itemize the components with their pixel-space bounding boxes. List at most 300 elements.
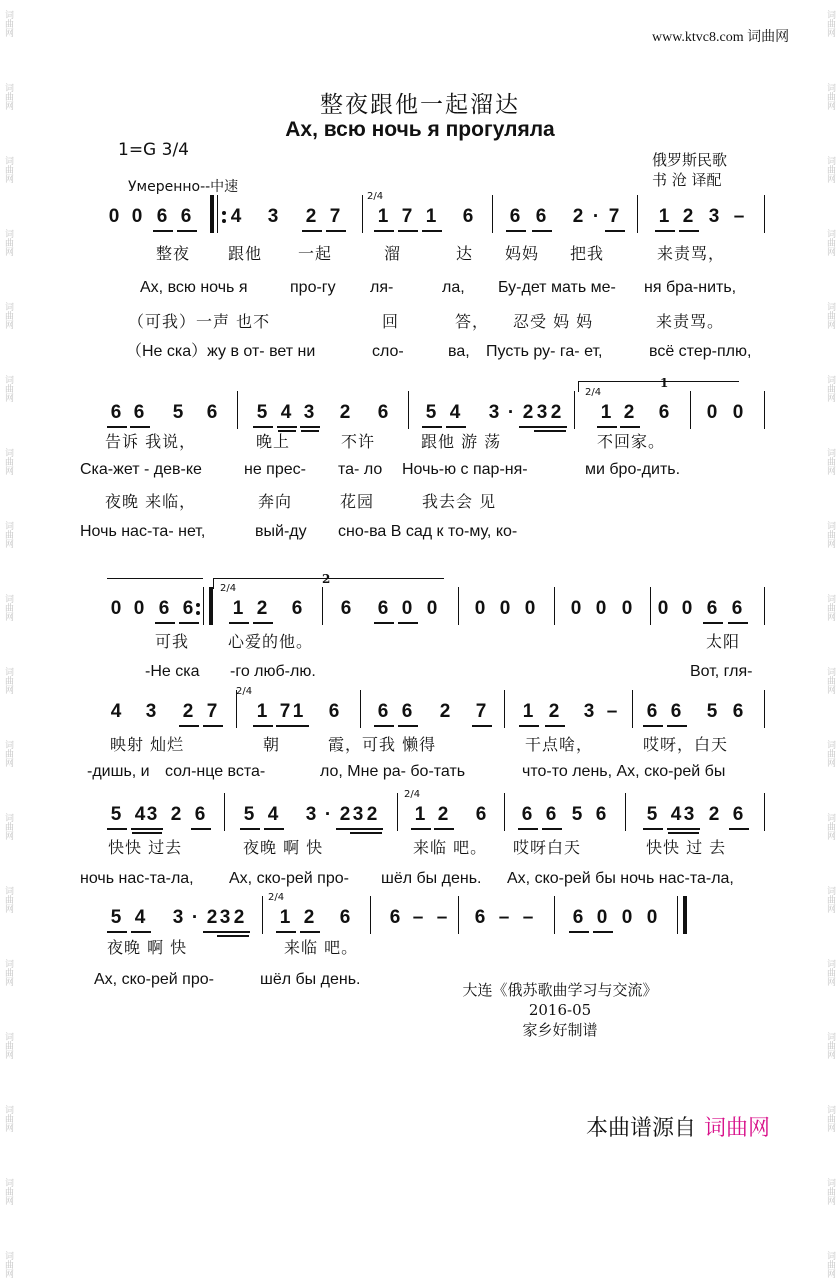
eighth-underline <box>143 828 163 830</box>
note: 6 <box>328 701 340 722</box>
watermark-text: 词曲网 <box>825 594 835 621</box>
barline <box>504 793 505 831</box>
lyric-syllable: Ночь нас-та- нет, <box>80 523 206 540</box>
note: – <box>498 907 510 928</box>
barline <box>504 690 505 728</box>
lyric-syllable: （可我）一声 也不 <box>128 312 271 331</box>
note: · <box>507 402 515 423</box>
note: 6 <box>377 402 389 423</box>
note: 6 <box>545 804 557 825</box>
barline <box>625 793 626 831</box>
watermark-text: 词曲网 <box>825 1178 835 1205</box>
lyric-syllable: 哎呀，白天 <box>643 735 729 754</box>
note: 0 <box>524 598 536 619</box>
note: 5 <box>110 804 122 825</box>
lyric-syllable: Ах, ско-рей про- <box>229 870 349 887</box>
watermark-text: 词曲网 <box>3 156 13 183</box>
credits-line-2: 2016-05 <box>528 1001 592 1019</box>
eighth-underline <box>374 622 394 624</box>
note: 0 <box>621 598 633 619</box>
eighth-underline <box>229 622 249 624</box>
lyric-syllable: 答， <box>455 312 490 331</box>
lyric-syllable: ня бра-нить, <box>644 279 737 296</box>
watermark-text: 词曲网 <box>825 667 835 694</box>
watermark-text: 词曲网 <box>3 1105 13 1132</box>
barline <box>217 195 218 233</box>
note: 6 <box>670 701 682 722</box>
note: 0 <box>657 598 669 619</box>
credits-line-1: 大连《俄苏歌曲学习与交流》 <box>462 981 658 999</box>
note: 4 <box>280 402 292 423</box>
eighth-underline <box>107 931 127 933</box>
eighth-underline <box>374 230 394 232</box>
lyric-syllable: 快快 过去 <box>108 838 183 857</box>
lyric-syllable: 来临 吧。 <box>284 938 359 957</box>
note: 2 <box>182 701 194 722</box>
barline <box>397 793 398 831</box>
lyric-syllable: Ночь-ю с пар-ня- <box>402 461 528 478</box>
lyric-syllable: ля- <box>370 279 394 296</box>
song-title-russian: Ах, всю ночь я прогуляла <box>285 118 555 141</box>
sixteenth-underline <box>364 832 382 834</box>
eighth-underline <box>679 230 699 232</box>
source-brand: 词曲网 <box>704 1116 771 1141</box>
watermark-text: 词曲网 <box>3 1032 13 1059</box>
note: 2 <box>708 804 720 825</box>
note: 6 <box>180 206 192 227</box>
barline <box>764 690 765 728</box>
lyric-syllable: 回 <box>382 312 400 331</box>
lyric-syllable: 忍受 妈 妈 <box>513 312 594 331</box>
barline <box>764 391 765 429</box>
lyric-syllable: про-гу <box>290 279 336 296</box>
time-signature-change: 2/4 <box>367 191 384 202</box>
score-line <box>0 191 840 245</box>
lyric-syllable: 溜 <box>384 244 402 263</box>
barline <box>574 391 575 429</box>
note: 5 <box>706 701 718 722</box>
lyric-syllable: 整夜 <box>156 244 191 263</box>
eighth-underline <box>240 828 260 830</box>
eighth-underline <box>264 828 284 830</box>
lyric-syllable: Вот, гля- <box>690 663 753 680</box>
note: 7 <box>206 701 218 722</box>
note: 6 <box>475 804 487 825</box>
eighth-underline <box>518 828 538 830</box>
barline <box>554 896 555 934</box>
eighth-underline <box>107 828 127 830</box>
eighth-underline <box>643 725 663 727</box>
note: 0 <box>732 402 744 423</box>
eighth-underline <box>569 931 589 933</box>
note: 2 <box>522 402 534 423</box>
score-line <box>0 686 840 740</box>
note: 3 <box>352 804 364 825</box>
eighth-underline <box>422 426 442 428</box>
repeat-dot <box>196 603 200 607</box>
sixteenth-underline <box>231 935 249 937</box>
note: 6 <box>509 206 521 227</box>
note: 5 <box>243 804 255 825</box>
note: 4 <box>230 206 242 227</box>
eighth-underline <box>398 622 418 624</box>
barline <box>262 896 263 934</box>
eighth-underline <box>177 230 197 232</box>
note: 1 <box>414 804 426 825</box>
watermark-text: 词曲网 <box>825 10 835 37</box>
lyric-syllable: Пусть ру- га- ет, <box>486 343 603 360</box>
eighth-underline <box>593 931 613 933</box>
note: · <box>592 206 600 227</box>
note: 6 <box>535 206 547 227</box>
tempo-marking: Умеренно--中速 <box>128 179 239 195</box>
eighth-underline <box>398 725 418 727</box>
lyric-syllable: ло, Мне ра- бо-тать <box>320 763 466 780</box>
barline <box>764 793 765 831</box>
eighth-underline <box>131 931 151 933</box>
note: 0 <box>499 598 511 619</box>
eighth-underline <box>326 230 346 232</box>
eighth-underline <box>398 230 418 232</box>
eighth-underline <box>620 426 640 428</box>
eighth-underline <box>446 426 466 428</box>
watermark-text: 词曲网 <box>3 375 13 402</box>
note: 0 <box>681 598 693 619</box>
note: 6 <box>339 907 351 928</box>
lyric-syllable: 映射 灿烂 <box>110 735 185 754</box>
eighth-underline <box>434 828 454 830</box>
watermark-text: 词曲网 <box>825 375 835 402</box>
eighth-underline <box>253 426 273 428</box>
note: 2 <box>256 598 268 619</box>
note: 7 <box>329 206 341 227</box>
barline <box>683 896 687 934</box>
lyric-syllable: 不许 <box>341 432 376 451</box>
note: 0 <box>110 598 122 619</box>
barline <box>632 690 633 728</box>
watermark-text: 词曲网 <box>825 302 835 329</box>
barline <box>554 587 555 625</box>
eighth-underline <box>277 426 297 428</box>
lyric-syllable: 妈妈 <box>505 244 540 263</box>
eighth-underline <box>276 931 296 933</box>
barline <box>362 195 363 233</box>
note: 6 <box>658 402 670 423</box>
note: 4 <box>267 804 279 825</box>
lyric-syllable: 夜晚 来临， <box>105 492 197 511</box>
note: 3 <box>683 804 695 825</box>
note: 5 <box>646 804 658 825</box>
note: 3 <box>488 402 500 423</box>
watermark-text: 词曲网 <box>825 1251 835 1278</box>
barline <box>764 587 765 625</box>
note: · <box>191 907 199 928</box>
lyric-syllable: 夜晚 啊 快 <box>243 838 324 857</box>
eighth-underline <box>300 426 320 428</box>
note: 5 <box>256 402 268 423</box>
watermark-text: 词曲网 <box>825 813 835 840</box>
source-note <box>586 1111 770 1142</box>
watermark-text: 词曲网 <box>825 740 835 767</box>
note: 1 <box>522 701 534 722</box>
sixteenth-underline <box>548 430 566 432</box>
note: 2 <box>339 402 351 423</box>
watermark-text: 词曲网 <box>825 1105 835 1132</box>
note: 7 <box>608 206 620 227</box>
note: 3 <box>146 804 158 825</box>
watermark-text: 词曲网 <box>3 813 13 840</box>
eighth-underline <box>363 828 383 830</box>
barline <box>224 793 225 831</box>
barline <box>360 690 361 728</box>
source-prefix: 本曲谱源自 <box>586 1116 697 1141</box>
note: 0 <box>426 598 438 619</box>
time-signature-change: 2/4 <box>268 892 285 903</box>
eighth-underline <box>411 828 431 830</box>
note: 1 <box>256 701 268 722</box>
note: 2 <box>623 402 635 423</box>
lyric-syllable: 干点啥， <box>525 735 594 754</box>
eighth-underline <box>230 931 250 933</box>
note: 0 <box>131 206 143 227</box>
eighth-underline <box>130 426 150 428</box>
song-origin <box>652 150 727 190</box>
eighth-underline <box>472 725 492 727</box>
right-watermark-strip <box>824 0 838 1278</box>
note: 3 <box>303 402 315 423</box>
note: 6 <box>474 907 486 928</box>
note: 0 <box>706 402 718 423</box>
note: 3 <box>267 206 279 227</box>
note: 6 <box>572 907 584 928</box>
watermark-text: 词曲网 <box>825 229 835 256</box>
eighth-underline <box>729 828 749 830</box>
note: 6 <box>731 598 743 619</box>
lyric-syllable: 霞，可我 懒得 <box>328 735 437 754</box>
origin-label: 俄罗斯民歌 <box>652 151 728 169</box>
watermark-text: 词曲网 <box>825 156 835 183</box>
lyric-syllable: 来临 吧。 <box>413 838 488 857</box>
note: 3 <box>219 907 231 928</box>
note: 6 <box>521 804 533 825</box>
eighth-underline <box>655 230 675 232</box>
barline <box>650 587 651 625</box>
eighth-underline <box>300 931 320 933</box>
note: 7 <box>475 701 487 722</box>
volta-number-1: 1 <box>660 376 669 390</box>
note: 2 <box>303 907 315 928</box>
lyric-syllable: 跟他 <box>228 244 263 263</box>
barline <box>458 896 459 934</box>
note: 1 <box>279 907 291 928</box>
eighth-underline <box>155 622 175 624</box>
eighth-underline <box>680 828 700 830</box>
lyric-syllable: Ска-жет - дев-ке <box>80 461 202 478</box>
eighth-underline <box>253 725 273 727</box>
watermark-text: 词曲网 <box>3 667 13 694</box>
eighth-underline <box>605 230 625 232</box>
note: 6 <box>206 402 218 423</box>
lyric-syllable: 来责骂。 <box>656 312 725 331</box>
note: 0 <box>401 598 413 619</box>
note: 2 <box>572 206 584 227</box>
barline <box>764 195 765 233</box>
eighth-underline <box>545 725 565 727</box>
lyric-syllable: 来责骂， <box>657 244 726 263</box>
note: – <box>436 907 448 928</box>
note: 0 <box>108 206 120 227</box>
watermark-text: 词曲网 <box>3 740 13 767</box>
volta-number-2: 2 <box>322 572 331 586</box>
note: 2 <box>548 701 560 722</box>
note: 6 <box>156 206 168 227</box>
note: 3 <box>583 701 595 722</box>
lyric-syllable: -дишь, и <box>87 763 150 780</box>
watermark-text: 词曲网 <box>3 1251 13 1278</box>
barline <box>210 195 214 233</box>
note: 6 <box>158 598 170 619</box>
eighth-underline <box>253 622 273 624</box>
note: 2 <box>339 804 351 825</box>
site-url: www.ktvc8.com 词曲网 <box>652 30 790 45</box>
eighth-underline <box>179 622 199 624</box>
lyric-syllable: Ах, ско-рей бы ночь нас-та-ла, <box>507 870 734 887</box>
barline <box>677 896 678 934</box>
song-title-chinese: 整夜跟他一起溜达 <box>320 92 520 118</box>
sixteenth-underline <box>681 832 699 834</box>
note: – <box>412 907 424 928</box>
note: 5 <box>425 402 437 423</box>
note: 6 <box>401 701 413 722</box>
watermark-text: 词曲网 <box>825 521 835 548</box>
lyric-syllable: что-то лень, Ах, ско-рей бы <box>522 763 726 780</box>
note: 0 <box>133 598 145 619</box>
note: 2 <box>233 907 245 928</box>
note: 3 <box>145 701 157 722</box>
lyric-syllable: 奔向 <box>258 492 293 511</box>
note: · <box>324 804 332 825</box>
barline <box>370 896 371 934</box>
note: 2 <box>550 402 562 423</box>
note: 1 <box>377 206 389 227</box>
lyric-syllable: 我去会 见 <box>422 492 497 511</box>
note: 2 <box>206 907 218 928</box>
lyric-syllable: （Не ска）жу в от- вет ни <box>126 343 316 360</box>
lyric-syllable: ми бро-дить. <box>585 461 681 478</box>
eighth-underline <box>519 725 539 727</box>
note: 4 <box>110 701 122 722</box>
watermark-text: 词曲网 <box>3 886 13 913</box>
arranger-label: 书 沧 译配 <box>652 171 722 189</box>
time-signature-change: 2/4 <box>585 387 602 398</box>
lyric-syllable: вый-ду <box>255 523 307 540</box>
note: 6 <box>706 598 718 619</box>
lyric-syllable: Ах, ско-рей про- <box>94 971 214 988</box>
lyric-syllable: 花园 <box>340 492 375 511</box>
lyric-syllable: 晚上 <box>256 432 291 451</box>
watermark-text: 词曲网 <box>3 10 13 37</box>
watermark-text: 词曲网 <box>3 229 13 256</box>
note: 6 <box>377 598 389 619</box>
note: 6 <box>377 701 389 722</box>
left-watermark-strip <box>2 0 16 1278</box>
watermark-text: 词曲网 <box>3 302 13 329</box>
note: 6 <box>182 598 194 619</box>
note: 3 <box>536 402 548 423</box>
lyric-syllable: ва, <box>448 343 470 360</box>
barline <box>322 587 323 625</box>
time-signature-change: 2/4 <box>404 789 421 800</box>
note: 2 <box>437 804 449 825</box>
repeat-dot <box>196 611 200 615</box>
watermark-text: 词曲网 <box>825 448 835 475</box>
note: 1 <box>425 206 437 227</box>
note: 0 <box>621 907 633 928</box>
note: 2 <box>682 206 694 227</box>
eighth-underline <box>532 230 552 232</box>
lyric-syllable: та- ло <box>338 461 383 478</box>
note: 6 <box>732 701 744 722</box>
lyric-syllable: шёл бы день. <box>260 971 361 988</box>
lyric-syllable: шёл бы день. <box>381 870 482 887</box>
lyric-syllable: 可我 <box>155 632 190 651</box>
lyric-syllable: 一起 <box>298 244 333 263</box>
eighth-underline <box>728 622 748 624</box>
sixteenth-underline <box>301 430 319 432</box>
note: 5 <box>110 907 122 928</box>
barline <box>209 587 213 625</box>
lyric-syllable: всё стер-плю, <box>649 343 752 360</box>
eighth-underline <box>107 426 127 428</box>
watermark-text: 词曲网 <box>825 83 835 110</box>
time-signature-change: 2/4 <box>236 686 253 697</box>
lyric-syllable: 达 <box>456 244 474 263</box>
lyric-syllable: -го люб-лю. <box>230 663 316 680</box>
lyric-syllable: ла, <box>442 279 465 296</box>
eighth-underline <box>542 828 562 830</box>
note: 0 <box>596 907 608 928</box>
eighth-underline <box>179 725 199 727</box>
note: 4 <box>134 907 146 928</box>
lyric-syllable: 太阳 <box>706 632 741 651</box>
watermark-text: 词曲网 <box>3 83 13 110</box>
note: 7 <box>401 206 413 227</box>
lyric-syllable: 告诉 我说， <box>105 432 197 451</box>
watermark-text: 词曲网 <box>3 521 13 548</box>
score-line <box>0 789 840 843</box>
eighth-underline <box>703 622 723 624</box>
key-signature: 1=G 3/4 <box>118 140 189 160</box>
eighth-underline <box>302 230 322 232</box>
repeat-dot <box>222 211 226 215</box>
barline <box>237 391 238 429</box>
barline <box>690 391 691 429</box>
lyric-syllable: 心爱的他。 <box>228 632 314 651</box>
eighth-underline <box>547 426 567 428</box>
note: 0 <box>570 598 582 619</box>
eighth-underline <box>667 725 687 727</box>
note: 7 <box>279 701 291 722</box>
note: 6 <box>595 804 607 825</box>
eighth-underline <box>153 230 173 232</box>
barline <box>203 587 204 625</box>
note: 6 <box>389 907 401 928</box>
note: 6 <box>291 598 303 619</box>
note: 3 <box>708 206 720 227</box>
watermark-text: 词曲网 <box>3 448 13 475</box>
lyric-syllable: -Не ска <box>145 663 200 680</box>
note: 6 <box>462 206 474 227</box>
